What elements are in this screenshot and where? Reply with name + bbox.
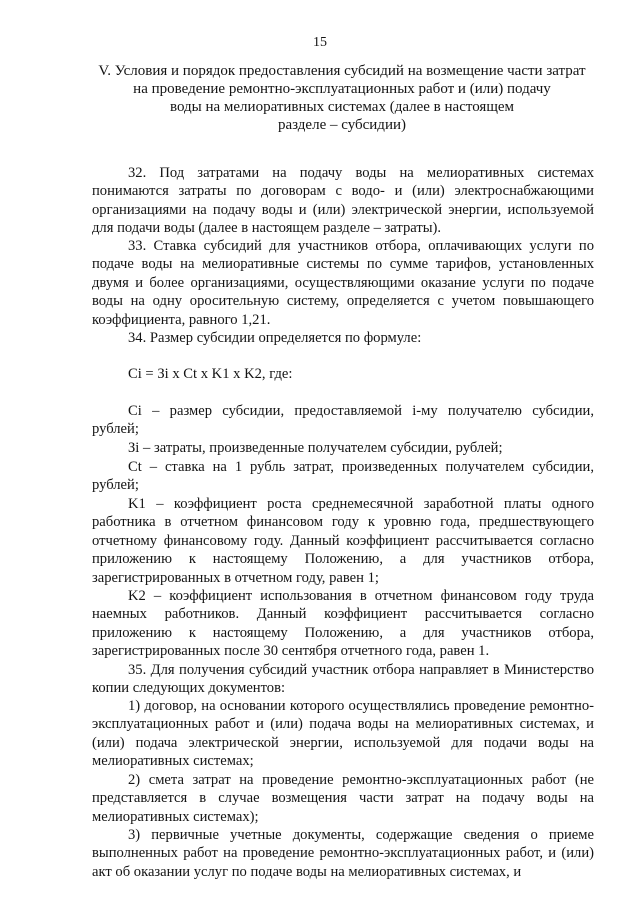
formula: Ci = Зi x Ct x K1 x K2, где: bbox=[128, 366, 293, 382]
paragraph-35: 35. Для получения субсидий участник отбора направляет в Министерство копии следующих документов: bbox=[92, 662, 594, 697]
definition-ct: Ct – ставка на 1 рубль затрат, произведенных получателем субсидии, рублей; bbox=[92, 459, 594, 494]
paragraph-32: 32. Под затратами на подачу воды на мелиоративных системах понимаются затраты по договорам с водо- и (или) электроснабжающими организациями на подачу воды и (или) электрической энергии, используемой для подачи воды (далее в настоящем разделе – затраты). bbox=[92, 165, 594, 237]
heading-line: на проведение ремонтно-эксплуатационных работ и (или) подачу bbox=[133, 81, 551, 97]
definition-ci: Ci – размер субсидии, предоставляемой i-му получателю субсидии, рублей; bbox=[92, 403, 594, 438]
heading-line: V. Условия и порядок предоставления субсидий на возмещение части затрат bbox=[98, 63, 586, 79]
list-item-3: 3) первичные учетные документы, содержащие сведения о приеме выполненных работ на проведение ремонтно-эксплуатационных работ, и (или) акт об оказании услуг по подаче воды на мелиоративных системах, и bbox=[92, 827, 594, 880]
definition-k1: K1 – коэффициент роста среднемесячной заработной платы одного работника в отчетном финансовом году к уровню года, предшествующего отчетному финансовому году. Данный коэффициент рассчитывается согласно приложению к настоящему Положению, а для участников отбора, зарегистрированных в отчетном году, равен 1; bbox=[92, 496, 594, 586]
heading-line: воды на мелиоративных системах (далее в настоящем bbox=[169, 99, 515, 115]
definition-zi: Зi – затраты, произведенные получателем субсидии, рублей; bbox=[128, 440, 503, 456]
page-number: 15 bbox=[313, 35, 327, 50]
paragraph-33: 33. Ставка субсидий для участников отбора, оплачивающих услуги по подаче воды на мелиоративные системы по сумме тарифов, установленных двумя и более организациями, осуществляющими оказание услуги по подаче воды на одну оросительную систему, определяется с учетом повышающего коэффициента, равного 1,21. bbox=[92, 238, 594, 328]
list-item-2: 2) смета затрат на проведение ремонтно-эксплуатационных работ (не представляется в случае возмещения части затрат на подачу воды на мелиоративных системах); bbox=[92, 772, 594, 825]
list-item-1: 1) договор, на основании которого осуществлялись проведение ремонтно-эксплуатационных работ и (или) подача воды на мелиоративных системах, и (или) подача электрической энергии, используемой для подачи воды на мелиоративных системах; bbox=[92, 698, 594, 770]
heading-line: разделе – субсидии) bbox=[277, 117, 406, 133]
definition-k2: K2 – коэффициент использования в отчетном финансовом году труда наемных работников. Данный коэффициент рассчитывается согласно приложению к настоящему Положению, а для участников отбора, зарегистрированных после 30 сентября отчетного года, равен 1. bbox=[92, 588, 594, 660]
section-heading bbox=[82, 62, 602, 134]
paragraph-34: 34. Размер субсидии определяется по формуле: bbox=[128, 330, 422, 346]
